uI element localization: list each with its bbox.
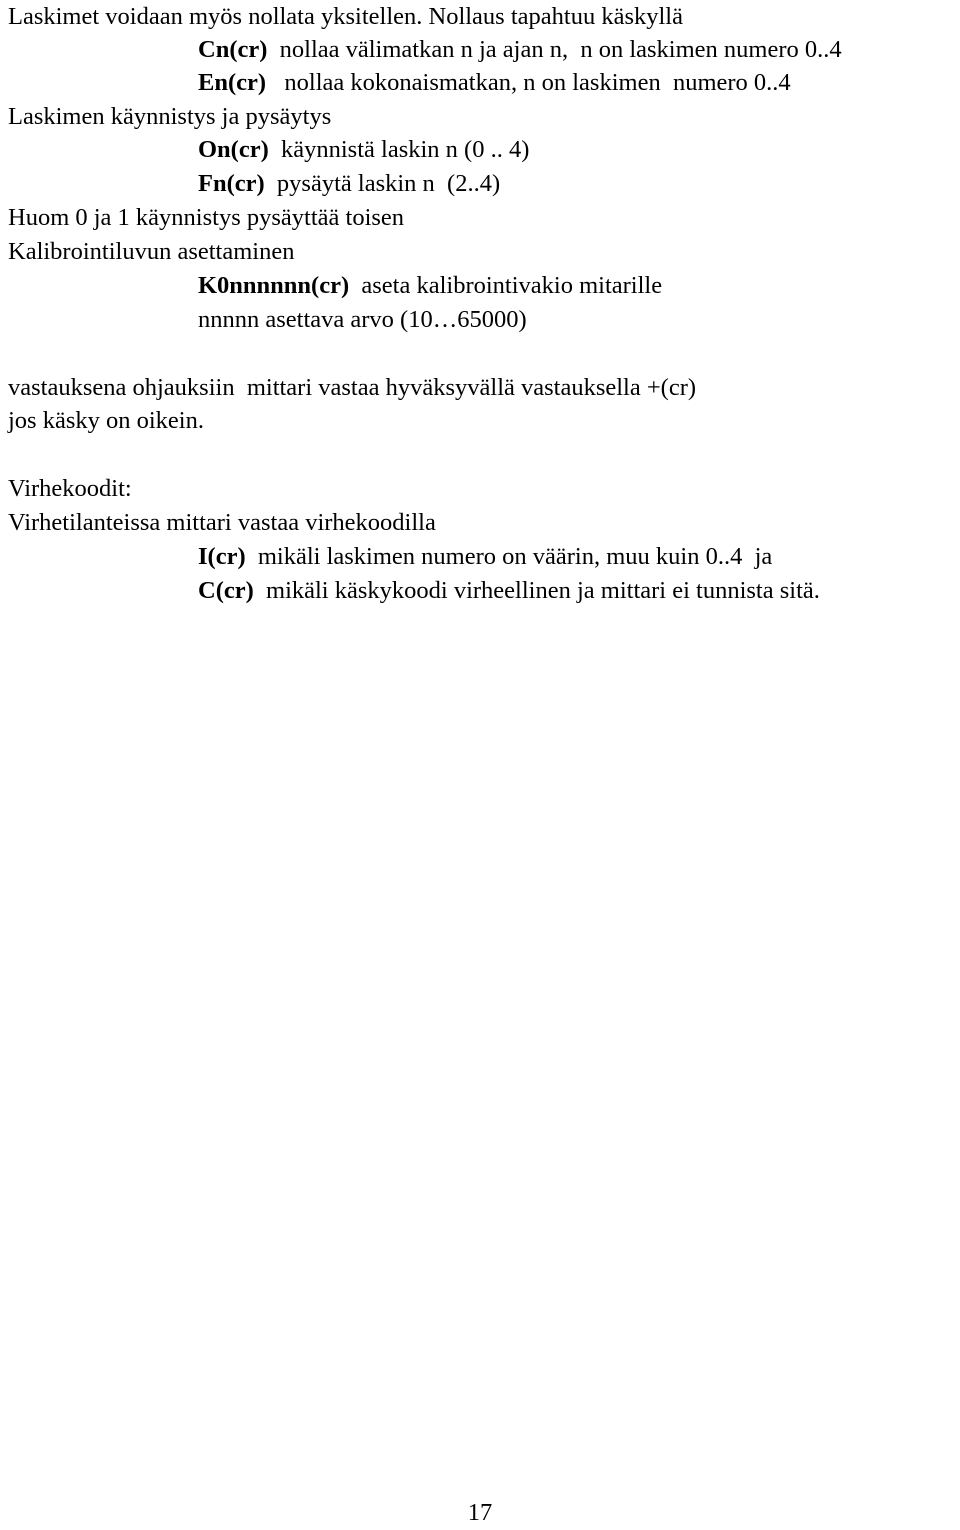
- cn-command: Cn(cr): [198, 36, 268, 63]
- response-line-2: jos käsky on oikein.: [8, 407, 204, 434]
- en-command: En(cr): [198, 69, 267, 96]
- k-description: aseta kalibrointivakio mitarille: [361, 272, 663, 299]
- response-line-1: vastauksena ohjauksiin mittari vastaa hyväksyvällä vastauksella +(cr): [8, 374, 697, 401]
- c-error-line: [198, 574, 820, 608]
- i-error-description: mikäli laskimen numero on väärin, muu kuin 0..4 ja: [257, 543, 773, 570]
- page-number: 17: [467, 1499, 493, 1526]
- i-error-code: I(cr): [198, 543, 246, 570]
- en-description: nollaa kokonaismatkan, n on laskimen numero 0..4: [278, 69, 791, 96]
- c-error-description: mikäli käskykoodi virheellinen ja mittari ei tunnista sitä.: [266, 577, 820, 604]
- k-command-line: [198, 269, 662, 303]
- cn-description: nollaa välimatkan n ja ajan n, n on laskimen numero 0..4: [279, 36, 842, 63]
- c-error-code: C(cr): [198, 577, 254, 604]
- fn-command-line: [198, 167, 500, 201]
- fn-command: Fn(cr): [198, 170, 265, 197]
- calibration-heading: Kalibrointiluvun asettaminen: [8, 238, 295, 265]
- startstop-heading: Laskimen käynnistys ja pysäytys: [8, 103, 332, 130]
- on-description: käynnistä laskin n (0 .. 4): [281, 136, 530, 163]
- startstop-note: Huom 0 ja 1 käynnistys pysäyttää toisen: [8, 204, 405, 231]
- reset-intro: Laskimet voidaan myös nollata yksitellen. Nollaus tapahtuu käskyllä: [8, 3, 683, 30]
- en-command-line: [198, 66, 791, 100]
- on-command-line: [198, 133, 529, 167]
- calibration-value-range: nnnnn asettava arvo (10…65000): [198, 306, 527, 333]
- k-command: K0nnnnnn(cr): [198, 272, 350, 299]
- errors-heading: Virhekoodit:: [8, 475, 132, 502]
- fn-description: pysäytä laskin n (2..4): [276, 170, 501, 197]
- errors-intro: Virhetilanteissa mittari vastaa virhekoodilla: [8, 509, 436, 536]
- i-error-line: [198, 540, 772, 574]
- cn-command-line: [198, 33, 842, 67]
- on-command: On(cr): [198, 136, 269, 163]
